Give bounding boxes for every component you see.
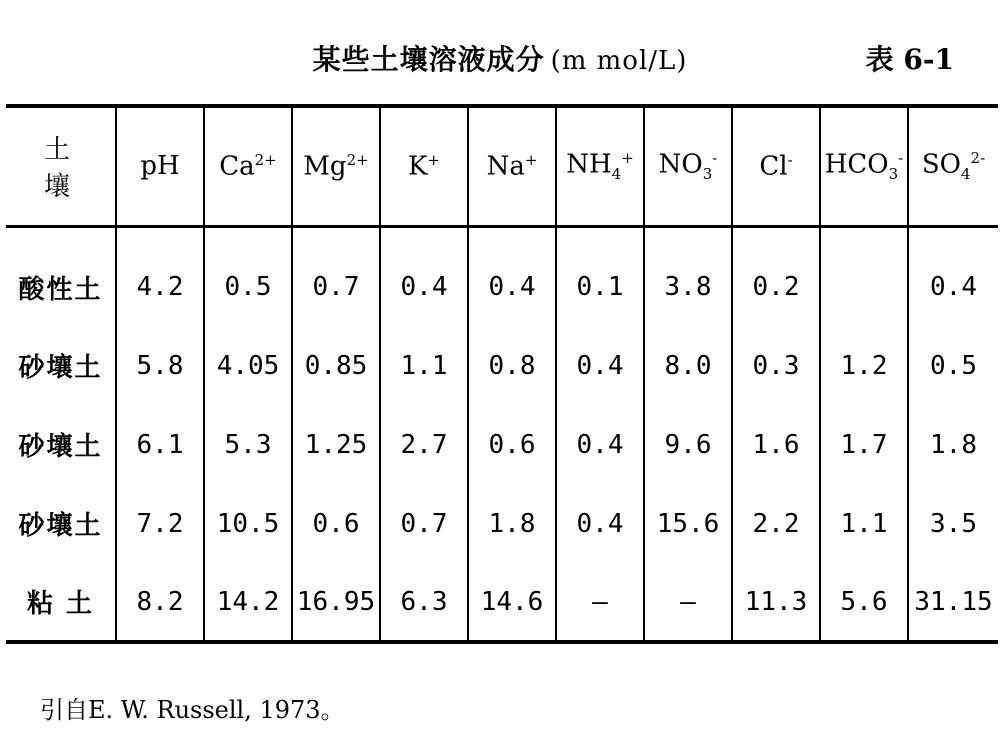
cell-value: 0.5 <box>908 326 998 405</box>
cell-soil: 砂壤土 <box>18 353 103 383</box>
cell-value: 0.6 <box>292 484 380 563</box>
cell-value: 1.6 <box>732 405 820 484</box>
header-k: K+ <box>380 106 468 226</box>
cell-value: 6.3 <box>380 563 468 642</box>
header-no3: $NO_3^-$ <box>644 106 732 226</box>
cell-value: 6.1 <box>116 405 204 484</box>
cell-value: — <box>556 563 644 642</box>
cell-value: 0.1 <box>556 226 644 326</box>
cell-value: 3.5 <box>908 484 998 563</box>
soil-solution-table <box>6 104 998 644</box>
cell-value: 0.8 <box>468 326 556 405</box>
cell-value: 14.2 <box>204 563 292 642</box>
cell-value: 0.4 <box>556 405 644 484</box>
cell-value: 11.3 <box>732 563 820 642</box>
cell-soil: 砂壤土 <box>18 432 103 462</box>
table-title-unit: (m mol/L) <box>550 46 688 76</box>
table-row <box>6 326 998 405</box>
table-row <box>6 563 998 642</box>
cell-soil: 酸性土 <box>18 274 103 305</box>
table-title <box>0 38 1000 78</box>
cell-value: 1.1 <box>380 326 468 405</box>
cell-value: 15.6 <box>644 484 732 563</box>
cell-value: 4.2 <box>116 226 204 326</box>
cell-value <box>820 226 908 326</box>
header-hco3: $HCO_3^-$ <box>820 106 908 226</box>
cell-value: 5.6 <box>820 563 908 642</box>
header-ph: pH <box>116 106 204 226</box>
table-row <box>6 226 998 326</box>
cell-value: 8.2 <box>116 563 204 642</box>
header-soil: 土 壤 <box>6 106 116 226</box>
header-ca: $Ca^{2+}$ <box>204 106 292 226</box>
cell-value: 0.4 <box>556 326 644 405</box>
header-cl: Cl- <box>732 106 820 226</box>
cell-value: 8.0 <box>644 326 732 405</box>
cell-soil: 粘 土 <box>6 563 116 642</box>
header-na: Na+ <box>468 106 556 226</box>
cell-value: 0.4 <box>380 226 468 326</box>
cell-value: 5.8 <box>116 326 204 405</box>
cell-value: 0.5 <box>204 226 292 326</box>
cell-value: 3.8 <box>644 226 732 326</box>
cell-value: 2.7 <box>380 405 468 484</box>
cell-value: 5.3 <box>204 405 292 484</box>
cell-value: 1.1 <box>820 484 908 563</box>
table-row <box>6 484 998 563</box>
cell-value: 0.3 <box>732 326 820 405</box>
cell-value: 1.7 <box>820 405 908 484</box>
cell-value: 0.4 <box>556 484 644 563</box>
cell-value: 1.2 <box>820 326 908 405</box>
cell-value: 1.8 <box>468 484 556 563</box>
cell-value: 0.7 <box>380 484 468 563</box>
header-row <box>6 106 998 226</box>
table-title-main: 某些土壤溶液成分 <box>312 43 545 76</box>
cell-value: 16.95 <box>292 563 380 642</box>
cell-value: 4.05 <box>204 326 292 405</box>
cell-value: 0.6 <box>468 405 556 484</box>
cell-value: 0.2 <box>732 226 820 326</box>
cell-soil: 砂壤土 <box>18 511 103 541</box>
cell-value: 9.6 <box>644 405 732 484</box>
table-row <box>6 405 998 484</box>
header-mg: $Mg^{2+}$ <box>292 106 380 226</box>
header-nh4: $NH_4^+$ <box>556 106 644 226</box>
cell-value: — <box>644 563 732 642</box>
cell-value: 7.2 <box>116 484 204 563</box>
cell-value: 0.85 <box>292 326 380 405</box>
cell-value: 0.7 <box>292 226 380 326</box>
cell-value: 0.4 <box>468 226 556 326</box>
source-citation: 引自E. W. Russell, 1973。 <box>40 696 345 724</box>
cell-value: 14.6 <box>468 563 556 642</box>
table-number: 表 6-1 <box>865 43 954 76</box>
cell-value: 31.15 <box>908 563 998 642</box>
header-so4: $SO_4^{2-}$ <box>908 106 998 226</box>
cell-value: 1.8 <box>908 405 998 484</box>
cell-value: 0.4 <box>908 226 998 326</box>
cell-value: 1.25 <box>292 405 380 484</box>
cell-value: 10.5 <box>204 484 292 563</box>
cell-value: 2.2 <box>732 484 820 563</box>
